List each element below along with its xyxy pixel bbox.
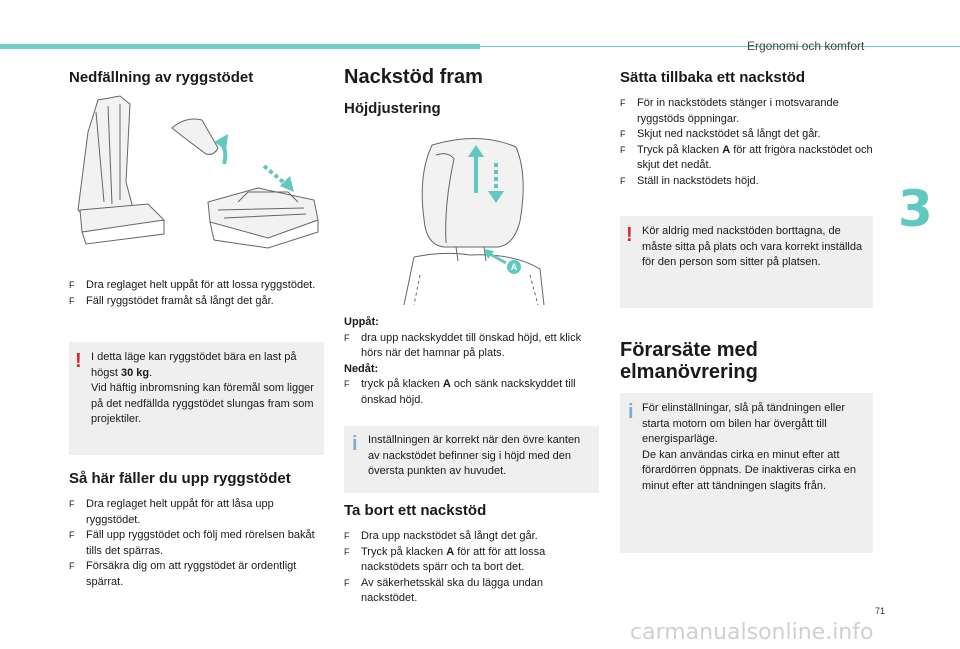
- heading-satta-tillbaka: Sätta tillbaka ett nackstöd: [620, 69, 806, 86]
- col2-heading2-wrap: [344, 502, 599, 519]
- watermark: carmanualsonline.info: [630, 620, 874, 645]
- col3-heading-wrap: [620, 69, 875, 86]
- list-item: F Fäll ryggstödet framåt så långt det går.: [69, 294, 324, 310]
- col1-bullets2: [69, 497, 324, 590]
- col2-remove-bullets: [344, 529, 599, 607]
- heading-nackstod-fram: Nackstöd fram: [344, 66, 483, 88]
- info-icon: i: [628, 401, 634, 423]
- info-note: i Inställningen är korrekt när den övre kanten av nackstödet befinner sig i höjd med den översta punkten av huvudet.: [344, 426, 599, 493]
- col1-heading2-wrap: [69, 470, 324, 487]
- chapter-number: 3: [898, 180, 933, 238]
- list-item: F Skjut ned nackstödet så långt det går.: [620, 127, 875, 143]
- bullet-icon: F: [344, 531, 350, 541]
- heading-ta-bort: Ta bort ett nackstöd: [344, 502, 487, 519]
- warning-note-headrest: ! Kör aldrig med nackstöden borttagna, de måste sitta på plats och vara korrekt inställda för den person som sitter på platsen.: [620, 216, 873, 308]
- bullet-icon: F: [344, 546, 350, 557]
- warning-icon: !: [75, 350, 82, 372]
- list-item: F Fäll upp ryggstödet och följ med rörelsen bakåt tills det spärras.: [69, 529, 315, 557]
- page-number: 71: [875, 606, 886, 616]
- heading-forarsate-line2: elmanövrering: [620, 361, 758, 383]
- list-item: F dra upp nackskyddet till önskad höjd, ett klick hörs när det hamnar på plats.: [344, 331, 582, 359]
- headrest-illustration: [384, 135, 554, 305]
- warning-icon: !: [626, 224, 633, 246]
- heading-fall-upp: Så här fäller du upp ryggstödet: [69, 470, 291, 487]
- bullet-icon: F: [69, 499, 75, 509]
- col1-heading-wrap: [69, 69, 324, 86]
- list-item: F Dra upp nackstödet så långt det går.: [344, 529, 599, 545]
- bullet-icon: F: [344, 577, 350, 588]
- section-title: Ergonomi och komfort: [747, 39, 865, 53]
- bullet-icon: F: [69, 561, 75, 571]
- bullet-icon: F: [620, 98, 626, 108]
- list-item: F Tryck på klacken A för att för att lossa nackstödets spärr och ta bort det.: [344, 545, 546, 573]
- info-icon: i: [352, 433, 358, 455]
- warning-note: ! I detta läge kan ryggstödet bära en last på högst 30 kg. Vid häftig inbromsning kan föremål som ligger på det nedfällda ryggstödet slungas fram som projektiler.: [69, 342, 324, 455]
- bullet-icon: F: [620, 175, 626, 186]
- col2-heading-wrap: [344, 100, 599, 117]
- list-item: F Dra reglaget helt uppåt för att låsa upp ryggstödet.: [69, 498, 274, 526]
- info-note-driver-seat: i För elinställningar, slå på tändningen eller starta motorn om bilen har övergått till energisparläge. De kan användas cirka en minut efter att förardörren öppnats. De inaktiveras cirka en minut efter att tändningen slagits från.: [620, 393, 873, 553]
- bullet-icon: F: [344, 332, 350, 343]
- heading-nedfallning: Nedfällning av ryggstödet: [69, 69, 254, 86]
- col1-bullets: [69, 278, 324, 309]
- heading-hojdjustering: Höjdjustering: [344, 100, 441, 117]
- list-item: F Försäkra dig om att ryggstödet är ordentligt spärrat.: [69, 560, 297, 588]
- header-line: [480, 46, 960, 47]
- list-item: F Av säkerhetsskäl ska du lägga undan nackstödet.: [344, 576, 544, 604]
- bullet-icon: F: [620, 129, 626, 139]
- callout-a: A: [507, 260, 521, 274]
- bullet-icon: F: [344, 379, 350, 389]
- list-item: F Tryck på klacken A för att frigöra nackstödet och skjut det nedåt.: [620, 143, 873, 171]
- list-item: F Ställ in nackstödets höjd.: [620, 174, 875, 190]
- list-item: F tryck på klacken A och sänk nackskyddet till önskad höjd.: [344, 378, 576, 406]
- bullet-icon: F: [69, 295, 75, 306]
- col3-bullets: [620, 96, 875, 189]
- heading-forarsate-line1: Förarsäte med: [620, 339, 758, 361]
- bullet-icon: F: [69, 530, 75, 540]
- bullet-icon: F: [69, 280, 75, 290]
- bullet-icon: F: [620, 144, 626, 155]
- col2-title-wrap: [344, 66, 599, 88]
- col2-height-text: Uppåt: F dra upp nackskyddet till önskad höjd, ett klick hörs när det hamnar på plats. Nedåt: F tryck på klacken A och sänk nackskyddet till önskad höjd.: [344, 315, 599, 408]
- col3-title2-wrap: [620, 339, 875, 383]
- list-item: F För in nackstödets stänger i motsvarande ryggstöds öppningar.: [620, 97, 839, 125]
- seat-fold-illustration: [68, 92, 323, 252]
- header-bar: [0, 44, 480, 49]
- list-item: F Dra reglaget helt uppåt för att lossa ryggstödet.: [69, 278, 324, 294]
